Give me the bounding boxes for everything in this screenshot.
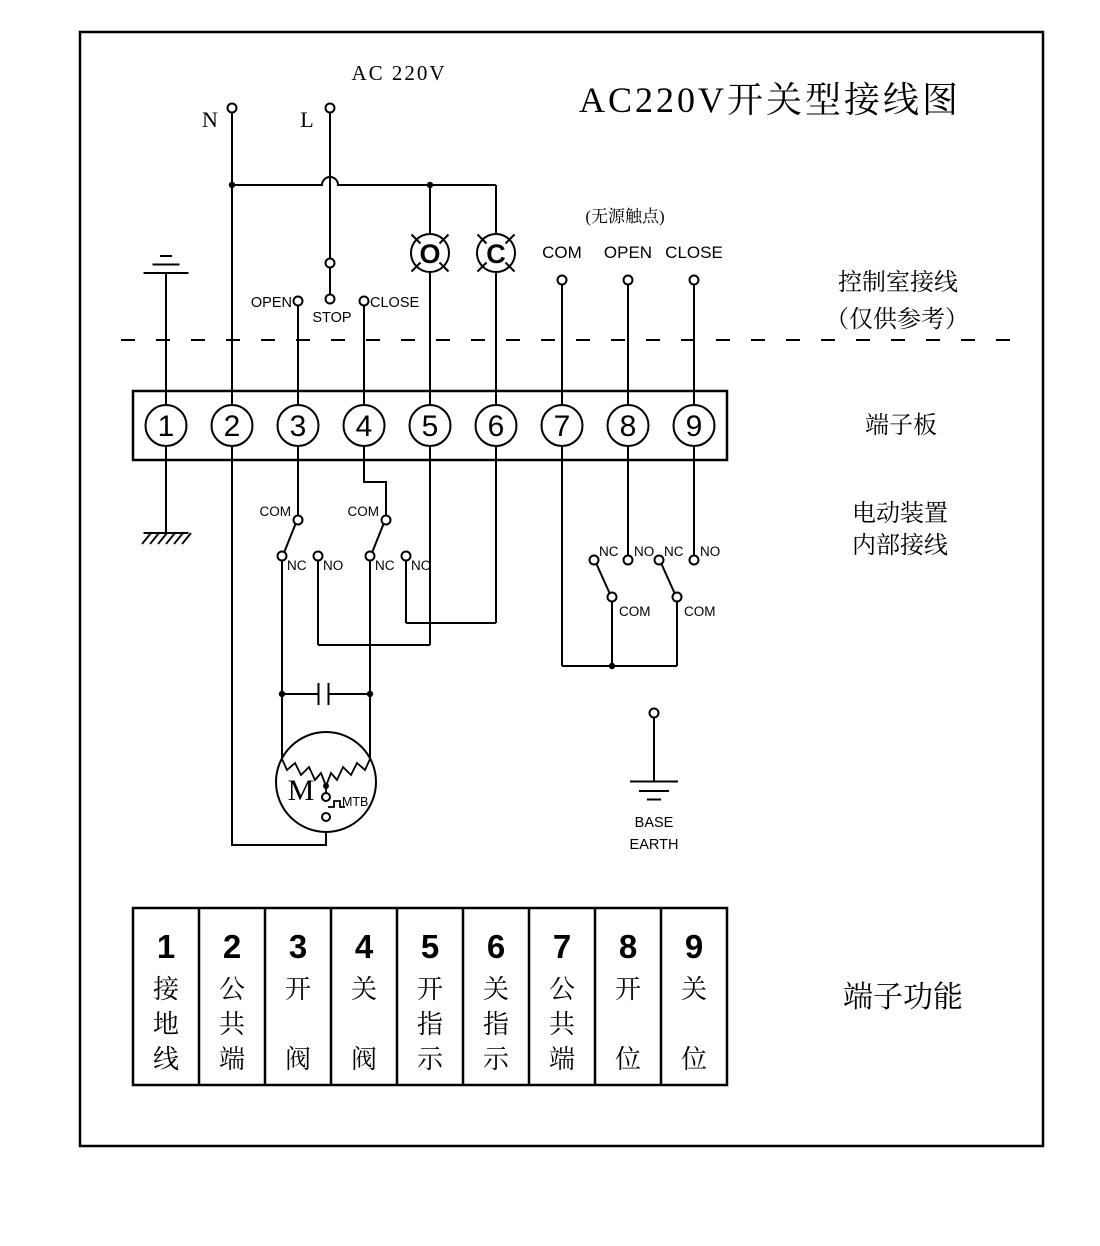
limit-close-com-label: COM (347, 504, 379, 519)
close-lamp (477, 185, 515, 405)
table-number-3: 3 (288, 928, 308, 965)
power-bus (232, 177, 496, 185)
diagram-title: AC220V开关型接线图 (578, 80, 962, 120)
open-lamp-letter: O (419, 239, 441, 269)
table-col1-row2: 地 (152, 1010, 180, 1039)
stop-button (326, 259, 335, 304)
feedback-close-no-label: NO (700, 544, 721, 559)
table-col4-row3: 阀 (350, 1045, 378, 1074)
limit-open-no-label: NO (323, 558, 344, 573)
feedback-open-com-label: COM (619, 604, 651, 619)
table-col7-row1: 公 (548, 975, 576, 1004)
table-col5-row2: 指 (416, 1010, 444, 1039)
table-col2-row1: 公 (218, 975, 246, 1004)
table-number-6: 6 (486, 928, 506, 965)
table-number-7: 7 (552, 928, 572, 965)
base-earth-label-2: EARTH (629, 837, 679, 853)
terminal-number-1: 1 (157, 410, 175, 443)
terminal-l-node (326, 104, 335, 113)
table-col7-row3: 端 (548, 1045, 576, 1074)
table-col2-row3: 端 (218, 1045, 246, 1074)
table-col6-row3: 示 (482, 1045, 510, 1074)
function-table (133, 908, 727, 1085)
table-number-1: 1 (156, 928, 176, 965)
control-room-label-line1: 控制室接线 (838, 270, 958, 296)
table-col6-row1: 关 (482, 975, 510, 1004)
close-button-label: CLOSE (370, 295, 420, 311)
table-number-8: 8 (618, 928, 638, 965)
table-number-4: 4 (354, 928, 374, 965)
passive-com-label: COM (542, 243, 582, 262)
terminal-n-node (228, 104, 237, 113)
control-room-label-line2: （仅供参考） (825, 307, 969, 333)
internal-wiring-label-line1: 电动装置 (852, 501, 948, 527)
table-col8-row1: 开 (614, 975, 642, 1004)
base-earth-label-1: BASE (634, 815, 674, 831)
base-earth-symbol (630, 709, 678, 800)
capacitor (279, 683, 373, 705)
terminal-functions-label: 端子功能 (843, 981, 963, 1014)
table-col3-row3: 阀 (284, 1045, 312, 1074)
terminal-number-2: 2 (223, 410, 241, 443)
open-button (294, 297, 303, 406)
table-col5-row1: 开 (416, 975, 444, 1004)
table-col5-row3: 示 (416, 1045, 444, 1074)
terminal-number-3: 3 (289, 410, 307, 443)
open-button-label: OPEN (250, 295, 292, 311)
passive-contact-note: (无源触点) (585, 207, 665, 226)
terminal-number-4: 4 (355, 410, 373, 443)
limit-switch-close (364, 446, 411, 760)
earth-symbol-top (144, 256, 189, 405)
terminal-number-6: 6 (487, 410, 505, 443)
feedback-close-com-label: COM (684, 604, 716, 619)
table-col1-row1: 接 (152, 975, 180, 1004)
limit-close-no-label: NO (411, 558, 432, 573)
close-lamp-letter: C (486, 239, 506, 269)
table-col1-row3: 线 (152, 1045, 180, 1074)
table-col8-row3: 位 (614, 1045, 642, 1074)
feedback-open-nc-label: NC (599, 544, 619, 559)
terminal-number-9: 9 (685, 410, 703, 443)
terminal-l-label: L (300, 107, 314, 132)
table-col6-row2: 指 (482, 1010, 510, 1039)
table-col3-row1: 开 (284, 975, 312, 1004)
stop-button-label: STOP (312, 310, 352, 326)
terminal-n-label: N (202, 107, 218, 132)
table-col9-row1: 关 (680, 975, 708, 1004)
limit-open-com-label: COM (259, 504, 291, 519)
passive-open-label: OPEN (603, 243, 653, 262)
motor-label: M (287, 774, 315, 807)
table-col7-row2: 共 (548, 1010, 576, 1039)
limit-close-nc-label: NC (375, 558, 395, 573)
table-number-2: 2 (222, 928, 242, 965)
limit-switch-open (278, 446, 323, 760)
terminal-number-7: 7 (553, 410, 571, 443)
junction-dot (229, 182, 235, 188)
mtb-label: MTB (342, 795, 369, 809)
limit-open-nc-label: NC (287, 558, 307, 573)
table-col9-row3: 位 (680, 1045, 708, 1074)
feedback-close-nc-label: NC (664, 544, 684, 559)
terminal-number-8: 8 (619, 410, 637, 443)
motor (276, 732, 376, 832)
table-number-9: 9 (684, 928, 704, 965)
table-col2-row2: 共 (218, 1010, 246, 1039)
table-col4-row1: 关 (350, 975, 378, 1004)
power-input (228, 104, 497, 406)
table-number-5: 5 (420, 928, 440, 965)
internal-wiring-label-line2: 内部接线 (852, 533, 948, 559)
ac-voltage-label: AC 220V (351, 61, 447, 85)
feedback-open-no-label: NO (634, 544, 655, 559)
terminal-board-label: 端子板 (865, 413, 937, 439)
terminal-number-5: 5 (421, 410, 439, 443)
close-button (360, 297, 369, 406)
passive-close-label: CLOSE (665, 243, 723, 262)
